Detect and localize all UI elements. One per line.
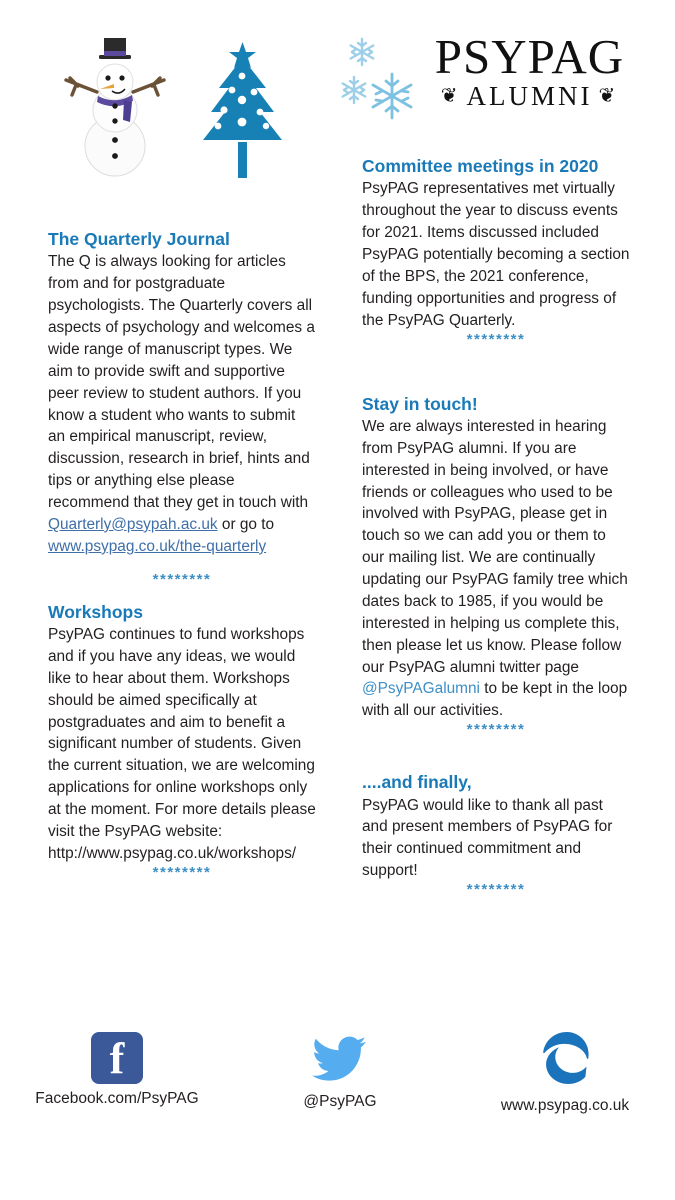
website-label: www.psypag.co.uk <box>500 1097 630 1114</box>
section-divider: ******** <box>466 721 526 739</box>
swash-left-icon: ❦ <box>440 85 461 107</box>
quarterly-journal-body <box>48 251 316 557</box>
footer-social-bar <box>0 1012 675 1142</box>
quarterly-journal-heading: The Quarterly Journal <box>48 229 230 249</box>
footer-twitter[interactable] <box>255 1034 425 1111</box>
left-column <box>48 228 316 880</box>
quarterly-body-text-2: or go to <box>217 515 275 533</box>
logo-wordmark: PSYPAG <box>434 29 625 84</box>
right-column <box>362 155 630 897</box>
stay-in-touch-body <box>362 416 630 722</box>
psypag-alumni-logo <box>412 29 647 118</box>
twitter-handle-link[interactable]: @PsyPAGalumni <box>362 680 480 698</box>
swash-right-icon: ❦ <box>598 85 619 107</box>
logo-subtitle-text: ALUMNI <box>466 81 593 111</box>
twitter-label: @PsyPAG <box>303 1093 377 1110</box>
quarterly-body-text-1: The Q is always looking for articles from and for postgraduate psychologists. The Quarterly covers all aspects of psychology and welcomes a wide range of manuscript types. We aim to provide swift and supportive peer review to student authors. If you know a student who wants to submit an empirical manuscript, review, discussion, research in brief, hints and tips or anything else please recommend that they get in touch with <box>48 253 315 512</box>
workshops-heading: Workshops <box>48 601 143 622</box>
section-divider: ******** <box>152 863 212 881</box>
committee-meetings-body: PsyPAG representatives met virtually throughout the year to discuss events for 2021. Items discussed included PsyPAG potentially becoming a section of the BPS, the 2021 conference, funding opportunities and progress of the PsyPAG Quarterly. <box>362 180 630 329</box>
christmas-tree-icon <box>196 36 292 182</box>
edge-browser-icon[interactable] <box>539 1030 591 1086</box>
twitter-bird-icon[interactable] <box>312 1034 368 1082</box>
facebook-label: Facebook.com/PsyPAG <box>35 1090 199 1107</box>
section-divider: ******** <box>152 570 212 588</box>
snowflake-icon <box>336 34 422 122</box>
footer-facebook[interactable] <box>22 1032 212 1108</box>
stay-in-touch-text-1: We are always interested in hearing from PsyPAG alumni. If you are interested in being involved, or have friends or colleagues who used to be involved with PsyPAG, please get in touch so we can add you or them to our mailing list. We are continually updating our PsyPAG family tree which dates back to 1985, if you would be interested in helping us complete this, then please let us know. Please follow our PsyPAG alumni twitter page <box>362 417 628 676</box>
footer-website[interactable] <box>470 1030 660 1115</box>
and-finally-body: PsyPAG would like to thank all past and present members of PsyPAG for their continued commitment and support! <box>362 796 613 880</box>
logo-subtitle <box>412 83 647 110</box>
stay-in-touch-heading: Stay in touch! <box>362 393 478 414</box>
section-divider: ******** <box>466 881 526 899</box>
and-finally-heading: ....and finally, <box>362 772 472 793</box>
facebook-icon[interactable] <box>91 1032 143 1084</box>
snowman-icon <box>52 30 178 180</box>
quarterly-email-link[interactable]: Quarterly@psypah.ac.uk <box>48 515 218 533</box>
workshops-body: PsyPAG continues to fund workshops and if you have any ideas, we would like to hear about them. Workshops should be aimed specifically at postgraduates and aim to benefit a significant number of students. Given the current situation, we are welcoming applications for online workshops only at the moment. For more details please visit the PsyPAG website: http://www.psypag.co.uk/workshops/ <box>48 626 316 862</box>
section-divider: ******** <box>466 330 526 348</box>
quarterly-website-link[interactable]: www.psypag.co.uk/the-quarterly <box>48 537 267 555</box>
committee-meetings-heading: Committee meetings in 2020 <box>362 156 599 176</box>
stay-in-touch-text-2: to be kept in the loop with all our activities. <box>362 680 628 720</box>
